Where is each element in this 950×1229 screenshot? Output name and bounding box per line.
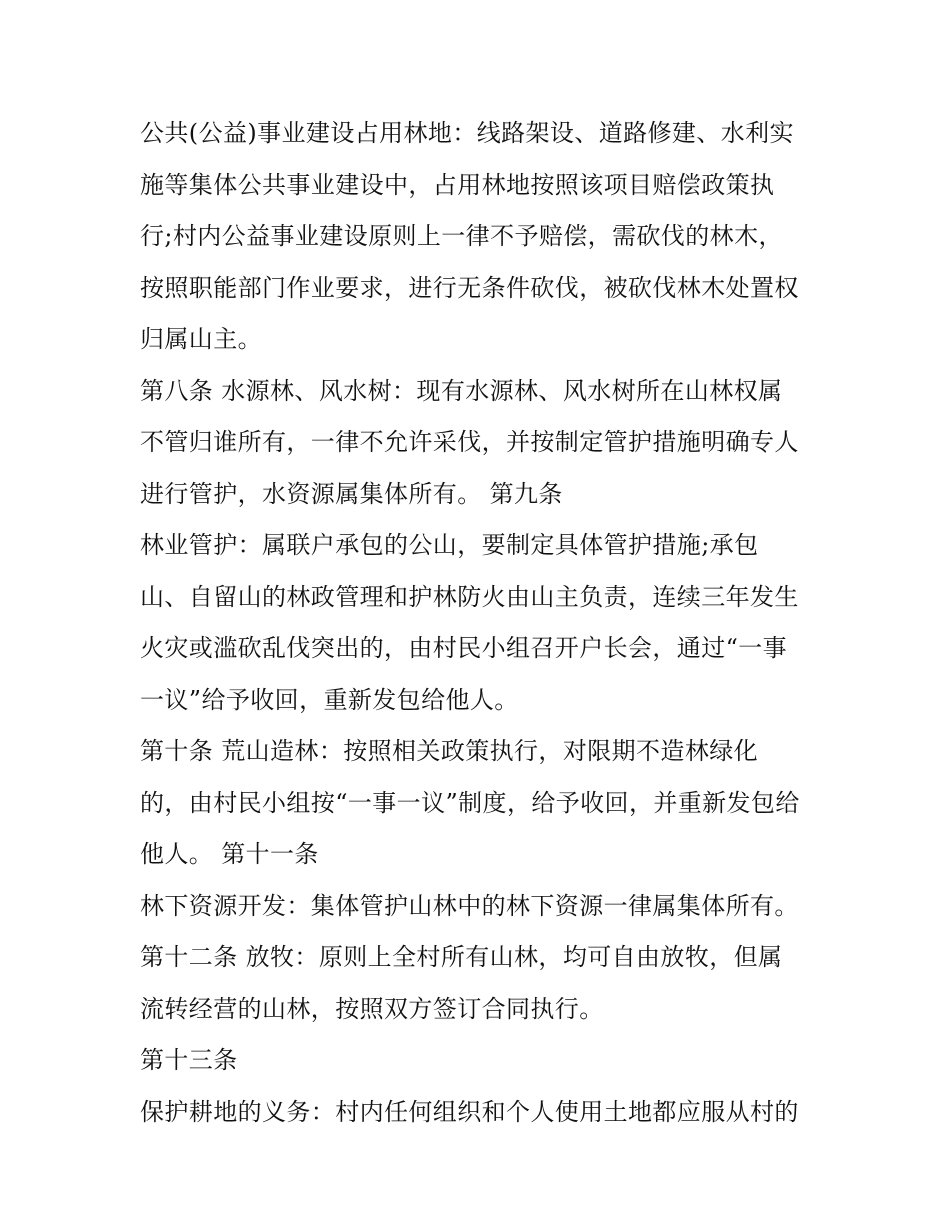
text-line: 林下资源开发：集体管护山林中的林下资源一律属集体所有。 [140,891,799,920]
text-line: 不管归谁所有，一律不允许采伐，并按制定管护措施明确专人 [140,428,799,456]
text-line: 的，由村民小组按“一事一议”制度，给予收回，并重新发包给 [140,788,800,817]
text-line: 火灾或滥砍乱伐突出的，由村民小组召开户长会，通过“一事 [140,634,788,662]
text-line: 第十条 荒山造林：按照相关政策执行，对限期不造林绿化 [140,737,759,765]
text-line: 保护耕地的义务：村内任何组织和个人使用土地都应服从村的 [140,1097,799,1126]
text-line: 归属山主。 [140,325,262,353]
text-line: 行;村内公益事业建设原则上一律不予赔偿，需砍伐的林木， [140,222,783,250]
text-line: 第十二条 放牧：原则上全村所有山林，均可自由放牧，但属 [140,943,783,971]
text-line: 公共(公益)事业建设占用林地：线路架设、道路修建、水利实 [140,119,794,147]
text-line: 进行管护，水资源属集体所有。 第九条 [140,479,563,508]
text-line: 按照职能部门作业要求，进行无条件砍伐，被砍伐林木处置权 [140,273,799,302]
text-line: 第十三条 [140,1046,238,1074]
text-line: 一议”给予收回，重新发包给他人。 [140,685,519,714]
body-text [140,108,840,1138]
text-line: 第八条 水源林、风水树：现有水源林、风水树所在山林权属 [140,376,783,405]
text-line: 流转经营的山林，按照双方签订合同执行。 [140,994,604,1023]
text-line: 山、自留山的林政管理和护林防火由山主负责，连续三年发生 [140,582,799,611]
text-line: 施等集体公共事业建设中，占用林地按照该项目赔偿政策执 [140,170,775,199]
text-line: 林业管护：属联户承包的公山，要制定具体管护措施;承包 [140,531,759,559]
text-line: 他人。 第十一条 [140,840,319,868]
